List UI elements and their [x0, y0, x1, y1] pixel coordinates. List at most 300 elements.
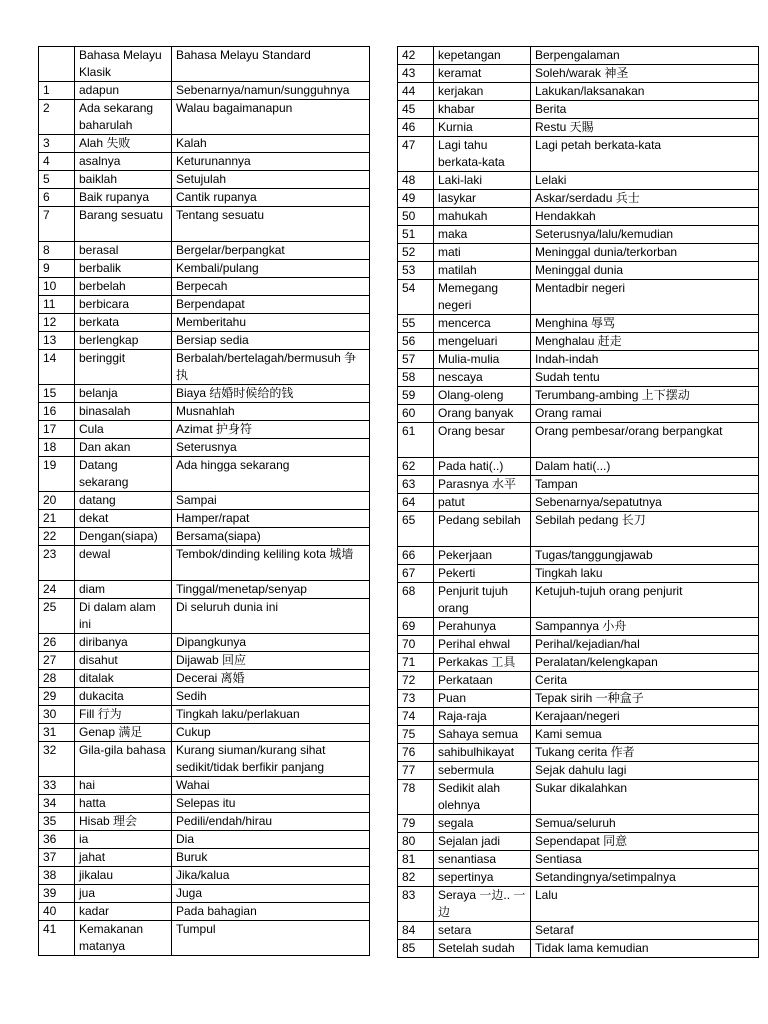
row-standard: Soleh/warak 神圣 — [531, 65, 759, 83]
row-klasik: kerjakan — [434, 83, 531, 101]
vocabulary-table-left — [38, 46, 370, 956]
row-number: 54 — [398, 280, 434, 315]
row-klasik: sepertinya — [434, 869, 531, 887]
row-standard: Sebenarnya/namun/sungguhnya — [172, 82, 370, 100]
row-standard: Sampai — [172, 492, 370, 510]
table-row — [398, 387, 759, 405]
row-standard: Orang ramai — [531, 405, 759, 423]
row-standard: Kerajaan/negeri — [531, 708, 759, 726]
row-standard: Berpengalaman — [531, 47, 759, 65]
row-klasik: sebermula — [434, 762, 531, 780]
table-row — [39, 100, 370, 135]
row-standard: Indah-indah — [531, 351, 759, 369]
table-row — [398, 547, 759, 565]
row-klasik: hatta — [75, 795, 172, 813]
table-row — [398, 244, 759, 262]
row-number: 70 — [398, 636, 434, 654]
row-klasik: Pedang sebilah — [434, 512, 531, 547]
row-standard: Lelaki — [531, 172, 759, 190]
row-standard: Berita — [531, 101, 759, 119]
row-number: 44 — [398, 83, 434, 101]
row-number: 1 — [39, 82, 75, 100]
row-klasik: Ada sekarang baharulah — [75, 100, 172, 135]
table-row — [39, 831, 370, 849]
table-row — [398, 476, 759, 494]
row-standard: Restu 天賜 — [531, 119, 759, 137]
table-row — [39, 439, 370, 457]
row-klasik: Baik rupanya — [75, 189, 172, 207]
row-klasik: Sedikit alah olehnya — [434, 780, 531, 815]
row-standard: Tugas/tanggungjawab — [531, 547, 759, 565]
row-standard: Sukar dikalahkan — [531, 780, 759, 815]
row-standard: Lakukan/laksanakan — [531, 83, 759, 101]
row-standard: Pada bahagian — [172, 903, 370, 921]
row-standard: Wahai — [172, 777, 370, 795]
row-number: 75 — [398, 726, 434, 744]
row-number: 85 — [398, 940, 434, 958]
row-klasik: Olang-oleng — [434, 387, 531, 405]
row-standard: Tukang cerita 作者 — [531, 744, 759, 762]
row-number: 67 — [398, 565, 434, 583]
row-klasik: dukacita — [75, 688, 172, 706]
row-klasik: Di dalam alam ini — [75, 599, 172, 634]
row-klasik: Dengan(siapa) — [75, 528, 172, 546]
row-number: 43 — [398, 65, 434, 83]
row-klasik: baiklah — [75, 171, 172, 189]
row-klasik: Perihal ehwal — [434, 636, 531, 654]
table-row — [39, 260, 370, 278]
row-number: 62 — [398, 458, 434, 476]
table-row — [398, 618, 759, 636]
row-standard: Tumpul — [172, 921, 370, 956]
row-standard: Kami semua — [531, 726, 759, 744]
row-standard: Cantik rupanya — [172, 189, 370, 207]
table-row — [39, 903, 370, 921]
row-number: 56 — [398, 333, 434, 351]
table-row — [398, 315, 759, 333]
header-standard: Bahasa Melayu Standard — [172, 47, 370, 82]
row-klasik: Pekerjaan — [434, 547, 531, 565]
table-row — [39, 688, 370, 706]
row-standard: Dalam hati(...) — [531, 458, 759, 476]
row-number: 15 — [39, 385, 75, 403]
table-row — [398, 869, 759, 887]
row-klasik: binasalah — [75, 403, 172, 421]
row-standard: Musnahlah — [172, 403, 370, 421]
row-standard: Askar/serdadu 兵士 — [531, 190, 759, 208]
row-klasik: Sejalan jadi — [434, 833, 531, 851]
row-number: 3 — [39, 135, 75, 153]
row-number: 18 — [39, 439, 75, 457]
row-number: 5 — [39, 171, 75, 189]
row-standard: Orang pembesar/orang berpangkat — [531, 423, 759, 458]
table-row — [39, 670, 370, 688]
row-klasik: Kurnia — [434, 119, 531, 137]
table-row — [398, 922, 759, 940]
row-klasik: berkata — [75, 314, 172, 332]
row-klasik: berbicara — [75, 296, 172, 314]
row-number: 46 — [398, 119, 434, 137]
table-row — [39, 742, 370, 777]
row-klasik: jahat — [75, 849, 172, 867]
row-standard: Setandingnya/setimpalnya — [531, 869, 759, 887]
table-row — [398, 833, 759, 851]
row-number: 6 — [39, 189, 75, 207]
row-klasik: mahukah — [434, 208, 531, 226]
row-standard: Memberitahu — [172, 314, 370, 332]
row-klasik: Dan akan — [75, 439, 172, 457]
row-number: 61 — [398, 423, 434, 458]
row-standard: Ada hingga sekarang — [172, 457, 370, 492]
row-standard: Tinggal/menetap/senyap — [172, 581, 370, 599]
table-row — [39, 599, 370, 634]
row-number: 7 — [39, 207, 75, 242]
row-standard: Terumbang-ambing 上下摆动 — [531, 387, 759, 405]
row-klasik: adapun — [75, 82, 172, 100]
row-klasik: mencerca — [434, 315, 531, 333]
row-klasik: disahut — [75, 652, 172, 670]
table-row — [398, 208, 759, 226]
row-number: 14 — [39, 350, 75, 385]
row-number: 10 — [39, 278, 75, 296]
table-row — [398, 226, 759, 244]
row-klasik: Barang sesuatu — [75, 207, 172, 242]
row-klasik: Perahunya — [434, 618, 531, 636]
row-number: 48 — [398, 172, 434, 190]
table-row — [398, 726, 759, 744]
row-number: 49 — [398, 190, 434, 208]
row-klasik: asalnya — [75, 153, 172, 171]
row-klasik: berlengkap — [75, 332, 172, 350]
row-standard: Berpendapat — [172, 296, 370, 314]
row-standard: Decerai 离婚 — [172, 670, 370, 688]
row-klasik: Parasnya 水平 — [434, 476, 531, 494]
row-number: 11 — [39, 296, 75, 314]
table-row — [39, 921, 370, 956]
row-standard: Dijawab 回应 — [172, 652, 370, 670]
row-standard: Buruk — [172, 849, 370, 867]
table-row — [398, 708, 759, 726]
row-number: 30 — [39, 706, 75, 724]
row-number: 83 — [398, 887, 434, 922]
row-klasik: Orang besar — [434, 423, 531, 458]
table-row — [398, 172, 759, 190]
row-klasik: ia — [75, 831, 172, 849]
row-number: 60 — [398, 405, 434, 423]
row-standard: Di seluruh dunia ini — [172, 599, 370, 634]
table-row — [398, 405, 759, 423]
table-row — [398, 65, 759, 83]
table-row — [39, 171, 370, 189]
row-standard: Menghalau 赶走 — [531, 333, 759, 351]
row-number: 28 — [39, 670, 75, 688]
row-standard: Tidak lama kemudian — [531, 940, 759, 958]
row-number: 2 — [39, 100, 75, 135]
table-row — [398, 887, 759, 922]
row-standard: Berbalah/bertelagah/bermusuh 争执 — [172, 350, 370, 385]
row-number: 51 — [398, 226, 434, 244]
row-klasik: dekat — [75, 510, 172, 528]
table-row — [39, 457, 370, 492]
row-klasik: Seraya 一边.. 一边 — [434, 887, 531, 922]
row-standard: Setaraf — [531, 922, 759, 940]
row-standard: Cukup — [172, 724, 370, 742]
row-klasik: Gila-gila bahasa — [75, 742, 172, 777]
row-klasik: datang — [75, 492, 172, 510]
row-standard: Juga — [172, 885, 370, 903]
row-number: 38 — [39, 867, 75, 885]
row-standard: Sentiasa — [531, 851, 759, 869]
table-row — [39, 777, 370, 795]
row-number: 40 — [39, 903, 75, 921]
row-number: 74 — [398, 708, 434, 726]
row-number: 31 — [39, 724, 75, 742]
table-row — [39, 207, 370, 242]
table-row — [398, 119, 759, 137]
table-row — [398, 101, 759, 119]
row-standard: Kembali/pulang — [172, 260, 370, 278]
row-klasik: Perkataan — [434, 672, 531, 690]
row-number: 79 — [398, 815, 434, 833]
row-standard: Meninggal dunia/terkorban — [531, 244, 759, 262]
row-klasik: patut — [434, 494, 531, 512]
table-row — [398, 47, 759, 65]
table-row — [398, 351, 759, 369]
row-number: 45 — [398, 101, 434, 119]
row-number: 20 — [39, 492, 75, 510]
table-row — [398, 565, 759, 583]
table-row — [398, 815, 759, 833]
row-standard: Pedili/endah/hirau — [172, 813, 370, 831]
row-standard: Hamper/rapat — [172, 510, 370, 528]
row-number: 57 — [398, 351, 434, 369]
row-number: 16 — [39, 403, 75, 421]
row-klasik: Puan — [434, 690, 531, 708]
row-number: 68 — [398, 583, 434, 618]
row-standard: Tampan — [531, 476, 759, 494]
row-klasik: Alah 失败 — [75, 135, 172, 153]
table-row — [398, 262, 759, 280]
row-klasik: Perkakas 工具 — [434, 654, 531, 672]
row-number: 33 — [39, 777, 75, 795]
table-row — [39, 581, 370, 599]
row-number: 34 — [39, 795, 75, 813]
row-klasik: Lagi tahu berkata-kata — [434, 137, 531, 172]
row-standard: Tingkah laku/perlakuan — [172, 706, 370, 724]
row-number: 63 — [398, 476, 434, 494]
row-klasik: nescaya — [434, 369, 531, 387]
row-standard: Meninggal dunia — [531, 262, 759, 280]
row-number: 84 — [398, 922, 434, 940]
table-row — [398, 672, 759, 690]
table-row — [398, 851, 759, 869]
row-klasik: Laki-laki — [434, 172, 531, 190]
table-row — [39, 652, 370, 670]
table-row — [398, 494, 759, 512]
row-klasik: maka — [434, 226, 531, 244]
row-number: 69 — [398, 618, 434, 636]
table-row — [39, 135, 370, 153]
table-row — [398, 762, 759, 780]
row-number: 81 — [398, 851, 434, 869]
row-number: 72 — [398, 672, 434, 690]
row-number: 32 — [39, 742, 75, 777]
row-standard: Sudah tentu — [531, 369, 759, 387]
table-row — [39, 403, 370, 421]
row-klasik: khabar — [434, 101, 531, 119]
row-klasik: matilah — [434, 262, 531, 280]
row-number: 36 — [39, 831, 75, 849]
row-klasik: Kemakanan matanya — [75, 921, 172, 956]
row-klasik: jua — [75, 885, 172, 903]
row-number: 24 — [39, 581, 75, 599]
table-row — [39, 332, 370, 350]
row-number: 35 — [39, 813, 75, 831]
row-standard: Azimat 护身符 — [172, 421, 370, 439]
row-number: 66 — [398, 547, 434, 565]
row-klasik: diribanya — [75, 634, 172, 652]
row-standard: Menghina 辱骂 — [531, 315, 759, 333]
row-standard: Sedih — [172, 688, 370, 706]
row-klasik: sahibulhikayat — [434, 744, 531, 762]
table-row — [39, 296, 370, 314]
row-klasik: setara — [434, 922, 531, 940]
row-number: 50 — [398, 208, 434, 226]
row-klasik: mengeluari — [434, 333, 531, 351]
row-number: 13 — [39, 332, 75, 350]
row-standard: Dia — [172, 831, 370, 849]
row-number: 37 — [39, 849, 75, 867]
table-row — [398, 190, 759, 208]
row-standard: Walau bagaimanapun — [172, 100, 370, 135]
row-standard: Dipangkunya — [172, 634, 370, 652]
row-number: 26 — [39, 634, 75, 652]
row-klasik: Orang banyak — [434, 405, 531, 423]
row-klasik: jikalau — [75, 867, 172, 885]
table-row — [398, 137, 759, 172]
table-row — [398, 512, 759, 547]
table-row — [39, 492, 370, 510]
row-number: 17 — [39, 421, 75, 439]
row-standard: Tembok/dinding keliling kota 城墙 — [172, 546, 370, 581]
table-row — [39, 795, 370, 813]
row-standard: Semua/seluruh — [531, 815, 759, 833]
row-number: 52 — [398, 244, 434, 262]
table-row — [39, 278, 370, 296]
row-standard: Keturunannya — [172, 153, 370, 171]
row-klasik: Genap 满足 — [75, 724, 172, 742]
row-number: 12 — [39, 314, 75, 332]
row-number: 55 — [398, 315, 434, 333]
table-row — [398, 83, 759, 101]
row-number: 64 — [398, 494, 434, 512]
row-standard: Bergelar/berpangkat — [172, 242, 370, 260]
row-klasik: dewal — [75, 546, 172, 581]
table-row — [39, 528, 370, 546]
row-klasik: Cula — [75, 421, 172, 439]
row-klasik: kepetangan — [434, 47, 531, 65]
row-number: 39 — [39, 885, 75, 903]
row-klasik: berbelah — [75, 278, 172, 296]
table-row — [398, 654, 759, 672]
row-number: 80 — [398, 833, 434, 851]
row-klasik: beringgit — [75, 350, 172, 385]
row-standard: Kalah — [172, 135, 370, 153]
row-klasik: Fill 行为 — [75, 706, 172, 724]
row-number: 77 — [398, 762, 434, 780]
row-standard: Mentadbir negeri — [531, 280, 759, 315]
row-number: 19 — [39, 457, 75, 492]
table-row — [398, 690, 759, 708]
table-row — [398, 583, 759, 618]
row-standard: Jika/kalua — [172, 867, 370, 885]
row-klasik: Mulia-mulia — [434, 351, 531, 369]
row-standard: Selepas itu — [172, 795, 370, 813]
row-klasik: Setelah sudah — [434, 940, 531, 958]
row-number: 23 — [39, 546, 75, 581]
row-number: 22 — [39, 528, 75, 546]
row-klasik: Pada hati(..) — [434, 458, 531, 476]
table-row — [398, 458, 759, 476]
row-klasik: senantiasa — [434, 851, 531, 869]
row-klasik: keramat — [434, 65, 531, 83]
row-standard: Sebilah pedang 长刀 — [531, 512, 759, 547]
row-number: 27 — [39, 652, 75, 670]
table-row — [39, 849, 370, 867]
table-row — [39, 867, 370, 885]
row-standard: Hendakkah — [531, 208, 759, 226]
row-klasik: Sahaya semua — [434, 726, 531, 744]
row-klasik: Memegang negeri — [434, 280, 531, 315]
table-row — [39, 385, 370, 403]
vocabulary-table-right — [397, 46, 759, 958]
table-row — [39, 546, 370, 581]
row-number: 29 — [39, 688, 75, 706]
row-klasik: lasykar — [434, 190, 531, 208]
row-standard: Perihal/kejadian/hal — [531, 636, 759, 654]
row-number: 53 — [398, 262, 434, 280]
row-standard: Setujulah — [172, 171, 370, 189]
table-row — [39, 242, 370, 260]
row-klasik: Raja-raja — [434, 708, 531, 726]
row-standard: Lagi petah berkata-kata — [531, 137, 759, 172]
row-standard: Lalu — [531, 887, 759, 922]
row-standard: Tentang sesuatu — [172, 207, 370, 242]
row-standard: Sejak dahulu lagi — [531, 762, 759, 780]
table-row — [398, 423, 759, 458]
row-number: 8 — [39, 242, 75, 260]
row-standard: Bersiap sedia — [172, 332, 370, 350]
table-row — [39, 724, 370, 742]
row-number: 21 — [39, 510, 75, 528]
row-number: 73 — [398, 690, 434, 708]
row-klasik: Pekerti — [434, 565, 531, 583]
table-row — [39, 153, 370, 171]
row-klasik: berbalik — [75, 260, 172, 278]
row-number: 25 — [39, 599, 75, 634]
row-number: 82 — [398, 869, 434, 887]
row-klasik: kadar — [75, 903, 172, 921]
table-row — [39, 813, 370, 831]
row-klasik: mati — [434, 244, 531, 262]
table-row — [398, 369, 759, 387]
row-standard: Seterusnya/lalu/kemudian — [531, 226, 759, 244]
row-number: 59 — [398, 387, 434, 405]
row-standard: Bersama(siapa) — [172, 528, 370, 546]
row-klasik: segala — [434, 815, 531, 833]
table-row — [398, 780, 759, 815]
row-standard: Berpecah — [172, 278, 370, 296]
